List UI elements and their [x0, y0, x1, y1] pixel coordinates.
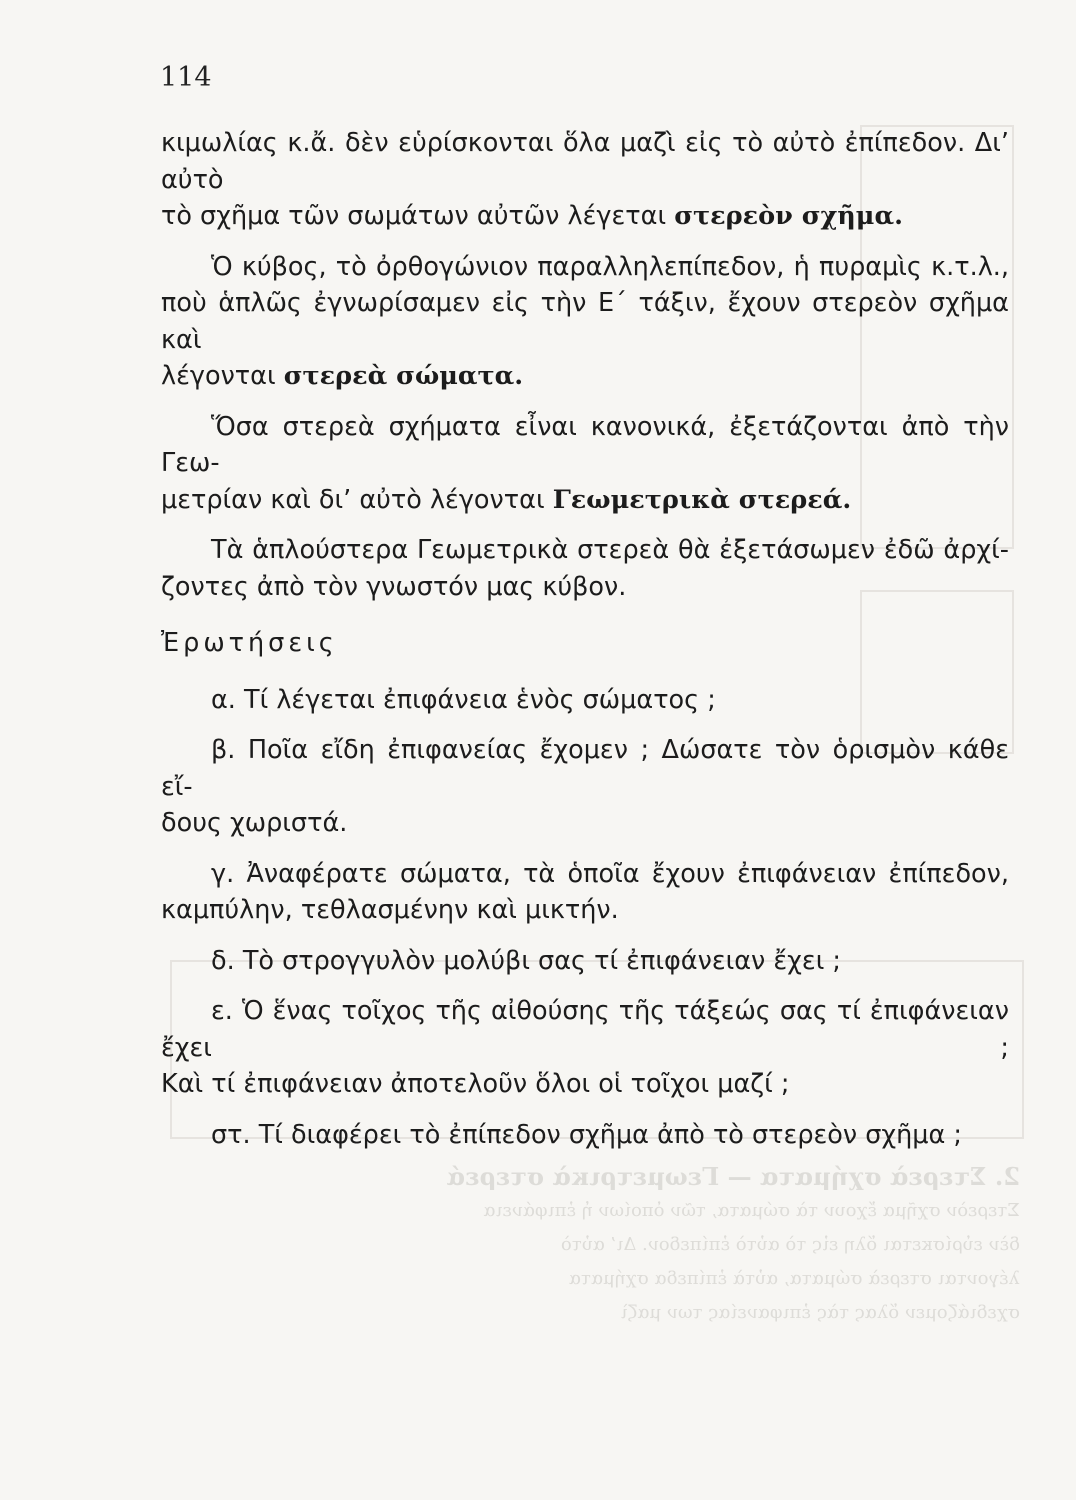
term-geometric-solids: Γεωμετρικὰ στερεά.: [552, 484, 852, 515]
body-line-text: τὸ σχῆμα τῶν σωμάτων αὐτῶν λέγεται: [161, 201, 675, 231]
body-line: Τὰ ἁπλούστερα Γεωμετρικὰ στερεὰ θὰ ἐξετάσωμεν ἐδῶ ἀρχί-: [211, 535, 1009, 565]
term-solid-bodies: στερεὰ σώματα.: [283, 361, 524, 391]
page-number: 114: [160, 62, 212, 93]
questions-heading: Ἐρωτήσεις: [161, 628, 338, 658]
bleed-through-title: 2. Στερεὰ σχήματα — Γεωμετρικὰ στερεά: [446, 1162, 1020, 1191]
question-b-line: β. Ποῖα εἴδη ἐπιφανείας ἔχομεν ; Δώσατε τὸν ὁρισμὸν κάθε εἴ-: [161, 735, 1009, 802]
bleed-through-line: σχεδιάζομεν ὅλας τὰς ἐπιφανείας των μαζὶ: [620, 1302, 1020, 1323]
bleed-through-line: δὲν εὑρίσκεται ὅλη εἰς τὸ αὐτὸ ἐπίπεδον. Δι’ αὐτὸ: [560, 1234, 1020, 1255]
body-line: ζοντες ἀπὸ τὸν γνωστόν μας κύβον.: [161, 571, 627, 602]
body-line: Ὁ κύβος, τὸ ὀρθογώνιον παραλληλεπίπεδον, ἡ πυραμὶς κ.τ.λ.,: [211, 251, 1009, 282]
bleed-through-text: [160, 1160, 1020, 1330]
question-b-line: δους χωριστά.: [161, 808, 348, 838]
page-body: [161, 125, 1009, 1153]
body-line: Ὅσα στερεὰ σχήματα εἶναι κανονικά, ἐξετάζονται ἀπὸ τὴν Γεω-: [161, 411, 1009, 478]
body-line-text: μετρίαν καὶ δι’ αὐτὸ λέγονται: [161, 484, 553, 515]
question-e-line: Καὶ τί ἐπιφάνειαν ἀποτελοῦν ὅλοι οἱ τοῖχοι μαζί ;: [161, 1069, 790, 1099]
body-line: [161, 482, 1009, 519]
question-st: στ. Τί διαφέρει τὸ ἐπίπεδον σχῆμα ἀπὸ τὸ στερεὸν σχῆμα ;: [211, 1119, 963, 1150]
bleed-through-line: λέγονται στερεὰ σώματα, αὐτὰ ἐπίπεδα σχήματα: [568, 1268, 1020, 1289]
body-line: κιμωλίας κ.ἄ. δὲν εὑρίσκονται ὅλα μαζὶ εἰς τὸ αὐτὸ ἐπίπεδον. Δι’ αὐτὸ: [161, 128, 1009, 195]
question-a: α. Τί λέγεται ἐπιφάνεια ἑνὸς σώματος ;: [211, 684, 716, 715]
question-c-line: γ. Ἀναφέρατε σώματα, τὰ ὁποῖα ἔχουν ἐπιφάνειαν ἐπίπεδον,: [211, 858, 1009, 889]
term-solid-shape: στερεὸν σχῆμα.: [674, 201, 903, 231]
body-line-text: λέγονται: [161, 361, 284, 391]
question-d: δ. Τὸ στρογγυλὸν μολύβι σας τί ἐπιφάνειαν ἔχει ;: [211, 945, 842, 976]
body-line: [161, 358, 1009, 395]
bleed-through-line: Στερεὸν σχῆμα ἔχουν τὰ σώματα, τῶν ὁποίων ἡ ἐπιφάνεια: [483, 1200, 1020, 1221]
body-line: ποὺ ἁπλῶς ἐγνωρίσαμεν εἰς τὴν Ε΄ τάξιν, ἔχουν στερεὸν σχῆμα καὶ: [161, 288, 1009, 355]
question-e-line: ε. Ὁ ἕνας τοῖχος τῆς αἰθούσης τῆς τάξεώς σας τί ἐπιφάνειαν ἔχει ;: [161, 996, 1009, 1063]
body-line: [161, 198, 1009, 235]
question-c-line: καμπύλην, τεθλασμένην καὶ μικτήν.: [161, 895, 619, 925]
